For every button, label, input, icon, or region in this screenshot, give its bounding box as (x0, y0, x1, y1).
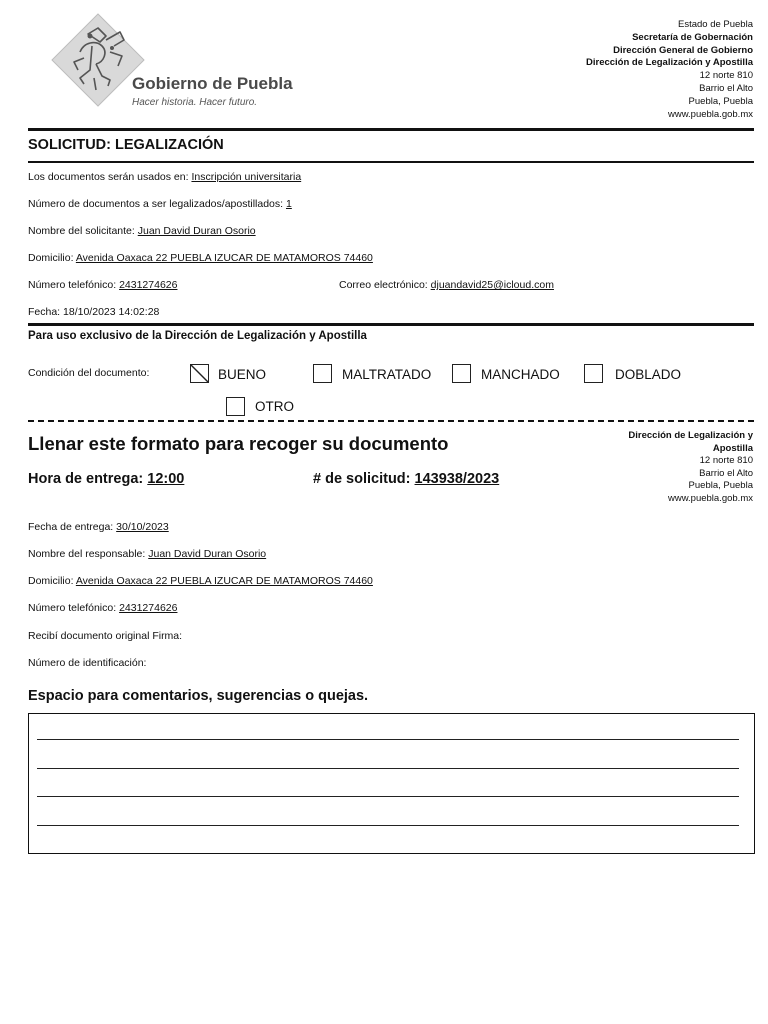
checkbox-label-maltratado: MALTRATADO (342, 367, 432, 382)
pickup-domicilio-label: Domicilio: (28, 575, 74, 587)
telefono-label: Número telefónico: (28, 279, 117, 291)
pickup-domicilio-value: Avenida Oaxaca 22 PUEBLA IZUCAR DE MATAMOROS 74460 (75, 575, 373, 587)
responsable-row (28, 548, 266, 560)
checkbox-label-manchado: MANCHADO (481, 367, 560, 382)
solicitante-value: Juan David Duran Osorio (137, 225, 256, 237)
comments-box[interactable] (28, 713, 755, 854)
checkbox-bueno[interactable] (190, 364, 209, 383)
pickup-address-line: Apostilla (712, 442, 753, 454)
correo-row (339, 279, 554, 291)
pickup-address-line: Barrio el Alto (699, 467, 753, 479)
pickup-title: Llenar este formato para recoger su documento (28, 433, 449, 454)
checkbox-maltratado[interactable] (313, 364, 332, 383)
header-line: Dirección General de Gobierno (613, 44, 753, 56)
logo (50, 12, 300, 112)
exclusive-title: Para uso exclusivo de la Dirección de Legalización y Apostilla (28, 330, 367, 342)
comments-title: Espacio para comentarios, sugerencias o quejas. (28, 688, 369, 704)
firma-label: Recibí documento original Firma: (28, 630, 183, 642)
comment-line (37, 825, 739, 826)
form-title: SOLICITUD: LEGALIZACIÓN (28, 137, 224, 153)
checkbox-doblado[interactable] (584, 364, 603, 383)
checkbox-label-otro: OTRO (255, 399, 294, 414)
hora-label: Hora de entrega: (28, 471, 144, 487)
header-line: Barrio el Alto (699, 82, 753, 94)
fecha-entrega-value: 30/10/2023 (116, 521, 169, 533)
fecha-label: Fecha: (28, 306, 61, 318)
correo-label: Correo electrónico: (339, 279, 428, 291)
header-line: Secretaría de Gobernación (632, 31, 753, 43)
checkbox-label-doblado: DOBLADO (615, 367, 682, 382)
header-line: 12 norte 810 (699, 70, 753, 82)
comment-line (37, 768, 739, 769)
fecha-entrega-row (28, 521, 169, 533)
pickup-domicilio-row (28, 575, 373, 587)
check-slash-icon (190, 364, 209, 383)
solicitud-value: 143938/2023 (414, 471, 500, 487)
telefono-value: 2431274626 (119, 279, 178, 291)
divider (28, 161, 754, 163)
hora-value: 12:00 (147, 471, 185, 487)
header-line: Estado de Puebla (677, 19, 753, 30)
checkbox-otro[interactable] (226, 397, 245, 416)
pickup-address-line: Dirección de Legalización y (628, 430, 753, 441)
header-line: Dirección de Legalización y Apostilla (586, 57, 753, 69)
solicitante-row (28, 225, 256, 237)
uso-label: Los documentos serán usados en: (28, 171, 189, 183)
correo-value: djuandavid25@icloud.com (430, 279, 554, 291)
domicilio-value: Avenida Oaxaca 22 PUEBLA IZUCAR DE MATAMOROS 74460 (75, 252, 373, 264)
header-line: www.puebla.gob.mx (667, 108, 753, 120)
responsable-value: Juan David Duran Osorio (148, 548, 267, 560)
header-address (586, 19, 753, 121)
fecha-row (28, 306, 159, 318)
solicitud-row (313, 471, 499, 487)
checkbox-label-bueno: BUENO (218, 367, 267, 382)
domicilio-row (28, 252, 373, 264)
divider (28, 323, 754, 326)
pickup-address (628, 430, 753, 505)
identificacion-label: Número de identificación: (28, 657, 147, 669)
pickup-address-line: 12 norte 810 (699, 455, 753, 466)
logo-tagline: Hacer historia. Hacer futuro. (132, 97, 258, 108)
cut-line (28, 420, 754, 422)
domicilio-label: Domicilio: (28, 252, 74, 264)
condicion-label: Condición del documento: (28, 367, 150, 379)
num-docs-value: 1 (285, 198, 292, 210)
solicitante-label: Nombre del solicitante: (28, 225, 135, 237)
header-line: Puebla, Puebla (688, 95, 753, 107)
pickup-address-line: www.puebla.gob.mx (667, 492, 753, 504)
pickup-telefono-value: 2431274626 (119, 602, 178, 614)
hora-row (28, 471, 184, 487)
checkbox-manchado[interactable] (452, 364, 471, 383)
pickup-address-line: Puebla, Puebla (688, 480, 753, 491)
pickup-telefono-label: Número telefónico: (28, 602, 117, 614)
comment-line (37, 739, 739, 740)
responsable-label: Nombre del responsable: (28, 548, 146, 560)
telefono-row (28, 279, 177, 291)
num-docs-row (28, 198, 292, 210)
fecha-entrega-label: Fecha de entrega: (28, 521, 114, 533)
uso-value: Inscripción universitaria (191, 171, 302, 183)
divider (28, 128, 754, 131)
pickup-telefono-row (28, 602, 177, 614)
logo-title: Gobierno de Puebla (132, 74, 293, 93)
num-docs-label: Número de documentos a ser legalizados/apostillados: (28, 198, 284, 210)
fecha-value: 18/10/2023 14:02:28 (63, 306, 160, 318)
uso-row (28, 171, 301, 183)
solicitud-label: # de solicitud: (313, 471, 411, 487)
comment-line (37, 796, 739, 797)
